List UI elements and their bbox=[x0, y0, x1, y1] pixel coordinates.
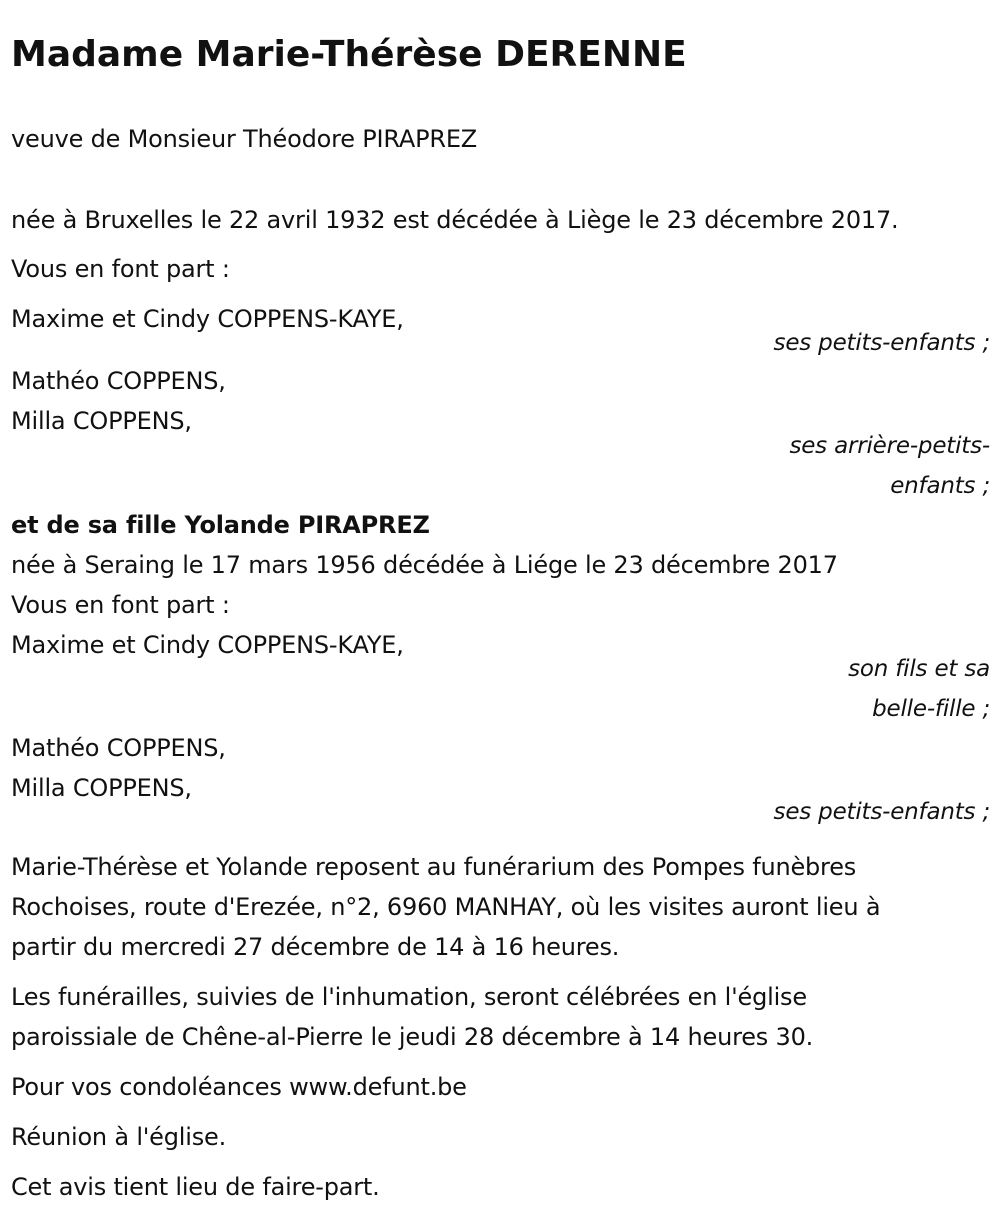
relation-label: enfants ; bbox=[890, 473, 990, 499]
condolences-line bbox=[11, 1072, 467, 1102]
relation-label: son fils et sa bbox=[848, 656, 990, 682]
funeral-text: Les funérailles, suivies de l'inhumation, seront célébrées en l'église bbox=[11, 983, 807, 1011]
announcer-name: Milla COPPENS, bbox=[11, 407, 192, 435]
relation-label: ses petits-enfants ; bbox=[773, 799, 990, 825]
funerarium-text: Marie-Thérèse et Yolande reposent au funérarium des Pompes funèbres bbox=[11, 853, 857, 881]
daughter-heading: et de sa fille Yolande PIRAPREZ bbox=[11, 511, 430, 539]
announcer-name: Maxime et Cindy COPPENS-KAYE, bbox=[11, 631, 404, 659]
announcer-name: Mathéo COPPENS, bbox=[11, 367, 226, 395]
condolences-link[interactable]: www.defunt.be bbox=[289, 1073, 467, 1101]
birth-death-marie-therese: née à Bruxelles le 22 avril 1932 est décédée à Liège le 23 décembre 2017. bbox=[11, 206, 899, 234]
announcers-intro: Vous en font part : bbox=[11, 255, 230, 283]
funerarium-text: Rochoises, route d'Erezée, n°2, 6960 MANHAY, où les visites auront lieu à bbox=[11, 893, 881, 921]
funeral-text: paroissiale de Chêne-al-Pierre le jeudi 28 décembre à 14 heures 30. bbox=[11, 1023, 814, 1051]
announcer-name: Maxime et Cindy COPPENS-KAYE, bbox=[11, 305, 404, 333]
closing-text: Cet avis tient lieu de faire-part. bbox=[11, 1173, 380, 1201]
birth-death-yolande: née à Seraing le 17 mars 1956 décédée à Liége le 23 décembre 2017 bbox=[11, 551, 838, 579]
announcer-name: Milla COPPENS, bbox=[11, 774, 192, 802]
relation-label: ses arrière-petits- bbox=[789, 433, 990, 459]
announcers-intro: Vous en font part : bbox=[11, 591, 230, 619]
meeting-text: Réunion à l'église. bbox=[11, 1123, 227, 1151]
relation-label: belle-fille ; bbox=[872, 696, 990, 722]
announcer-name: Mathéo COPPENS, bbox=[11, 734, 226, 762]
funerarium-text: partir du mercredi 27 décembre de 14 à 16 heures. bbox=[11, 933, 620, 961]
widow-of-text: veuve de Monsieur Théodore PIRAPREZ bbox=[11, 125, 478, 153]
page-title: Madame Marie-Thérèse DERENNE bbox=[11, 34, 687, 75]
condolences-prefix: Pour vos condoléances bbox=[11, 1073, 290, 1101]
relation-label: ses petits-enfants ; bbox=[773, 330, 990, 356]
